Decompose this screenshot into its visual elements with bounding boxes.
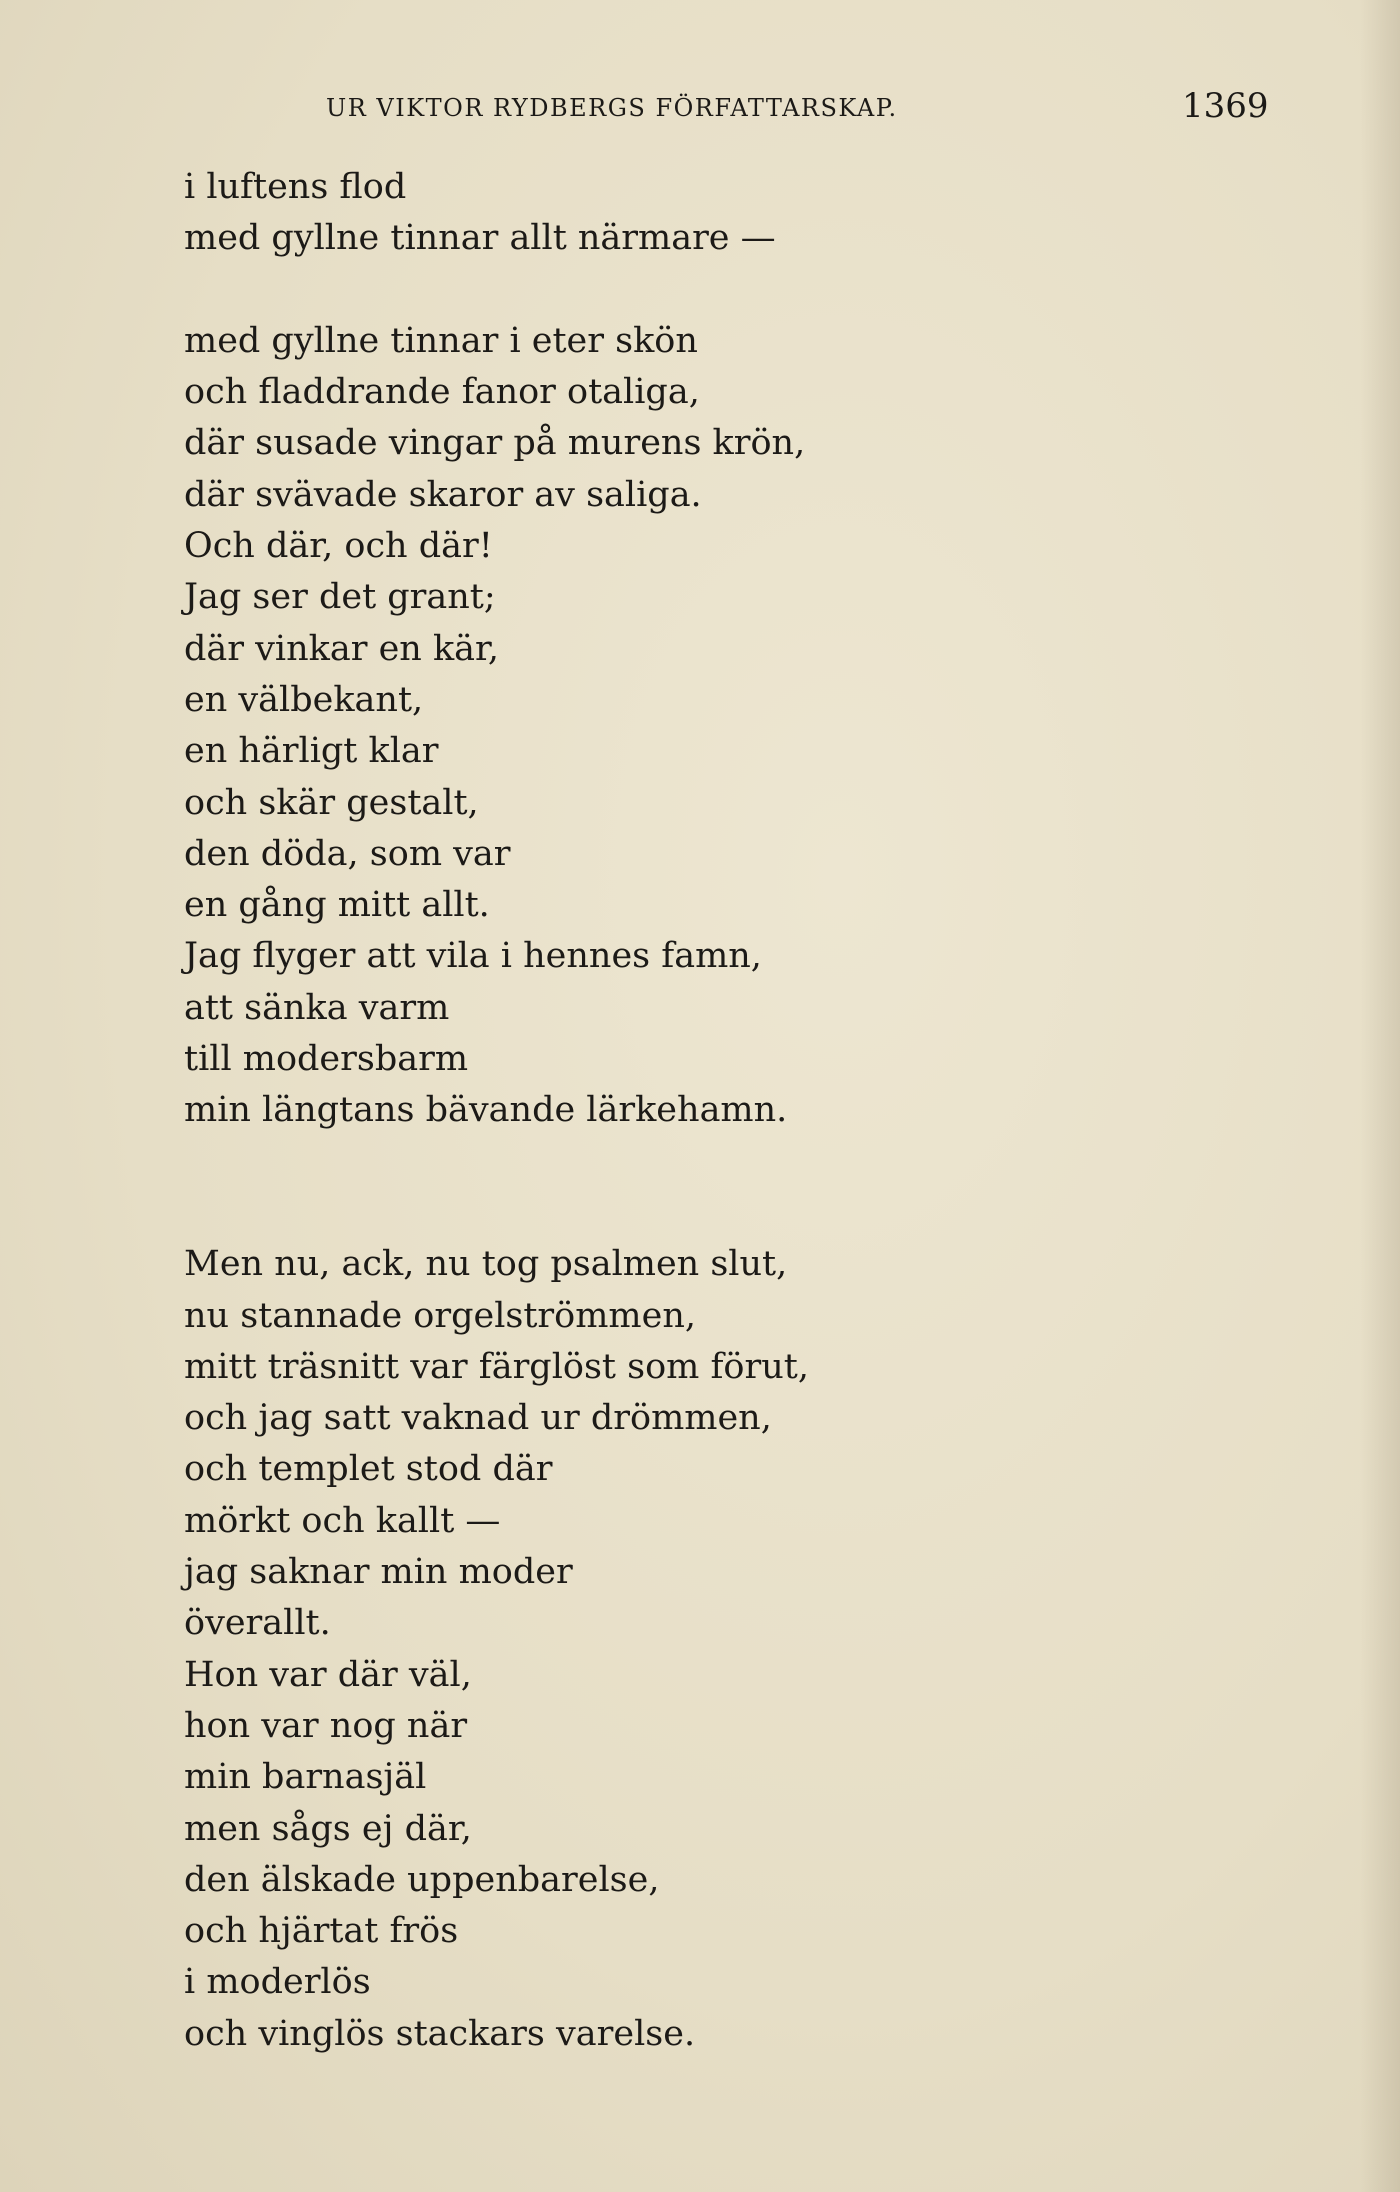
stanza-1: [184, 162, 1234, 265]
verse-line: hon var nog när: [184, 1705, 468, 1746]
verse-line: där susade vingar på murens krön,: [184, 423, 806, 464]
verse-line: och fladdrande fanor otaliga,: [184, 372, 700, 413]
verse-line: en välbekant,: [184, 679, 424, 720]
page-number: 1369: [1182, 86, 1269, 126]
verse-line: mörkt och kallt —: [184, 1500, 501, 1541]
verse-line: där vinkar en kär,: [184, 628, 500, 669]
stanza-break: [184, 265, 1234, 316]
verse-line: den älskade uppenbarelse,: [184, 1859, 660, 1900]
verse-line: mitt träsnitt var färglöst som förut,: [184, 1346, 809, 1387]
verse-line: och vinglös stackars varelse.: [184, 2013, 696, 2054]
verse-line: att sänka varm: [184, 987, 450, 1028]
verse-line: Jag flyger att vila i hennes famn,: [184, 936, 762, 977]
stanza-break: [184, 1188, 1234, 1239]
verse-line: i moderlös: [184, 1962, 371, 2003]
running-head: UR VIKTOR RYDBERGS FÖRFATTARSKAP.: [326, 94, 898, 122]
verse-line: och jag satt vaknad ur drömmen,: [184, 1398, 772, 1439]
verse-line: där svävade skaror av saliga.: [184, 474, 702, 515]
verse-line: den döda, som var: [184, 833, 511, 874]
verse-line: en gång mitt allt.: [184, 885, 490, 926]
verse-line: Jag ser det grant;: [184, 577, 496, 618]
stanza-2: [184, 316, 1234, 1137]
verse-line: nu stannade orgelströmmen,: [184, 1295, 696, 1336]
verse-line: och templet stod där: [184, 1449, 553, 1490]
verse-line: till modersbarm: [184, 1039, 469, 1080]
verse-line: med gyllne tinnar allt närmare —: [184, 218, 776, 259]
verse-line: och hjärtat frös: [184, 1911, 459, 1952]
verse-line: överallt.: [184, 1603, 331, 1644]
poem-text: [184, 162, 1234, 2060]
verse-line: men sågs ej där,: [184, 1808, 472, 1849]
verse-line: i luftens flod: [184, 167, 407, 207]
verse-line: en härligt klar: [184, 731, 439, 772]
verse-line: och skär gestalt,: [184, 782, 479, 823]
verse-line: min barnasjäl: [184, 1757, 427, 1798]
verse-line: Och där, och där!: [184, 526, 493, 567]
verse-line: Men nu, ack, nu tog psalmen slut,: [184, 1244, 788, 1285]
page-header: [0, 88, 1400, 128]
page-edge-shadow: [1360, 0, 1400, 2192]
verse-line: Hon var där väl,: [184, 1654, 472, 1695]
verse-line: jag saknar min moder: [184, 1552, 573, 1593]
stanza-3: [184, 1239, 1234, 2060]
stanza-break: [184, 1137, 1234, 1188]
verse-line: med gyllne tinnar i eter skön: [184, 320, 698, 361]
verse-line: min längtans bävande lärkehamn.: [184, 1090, 788, 1131]
